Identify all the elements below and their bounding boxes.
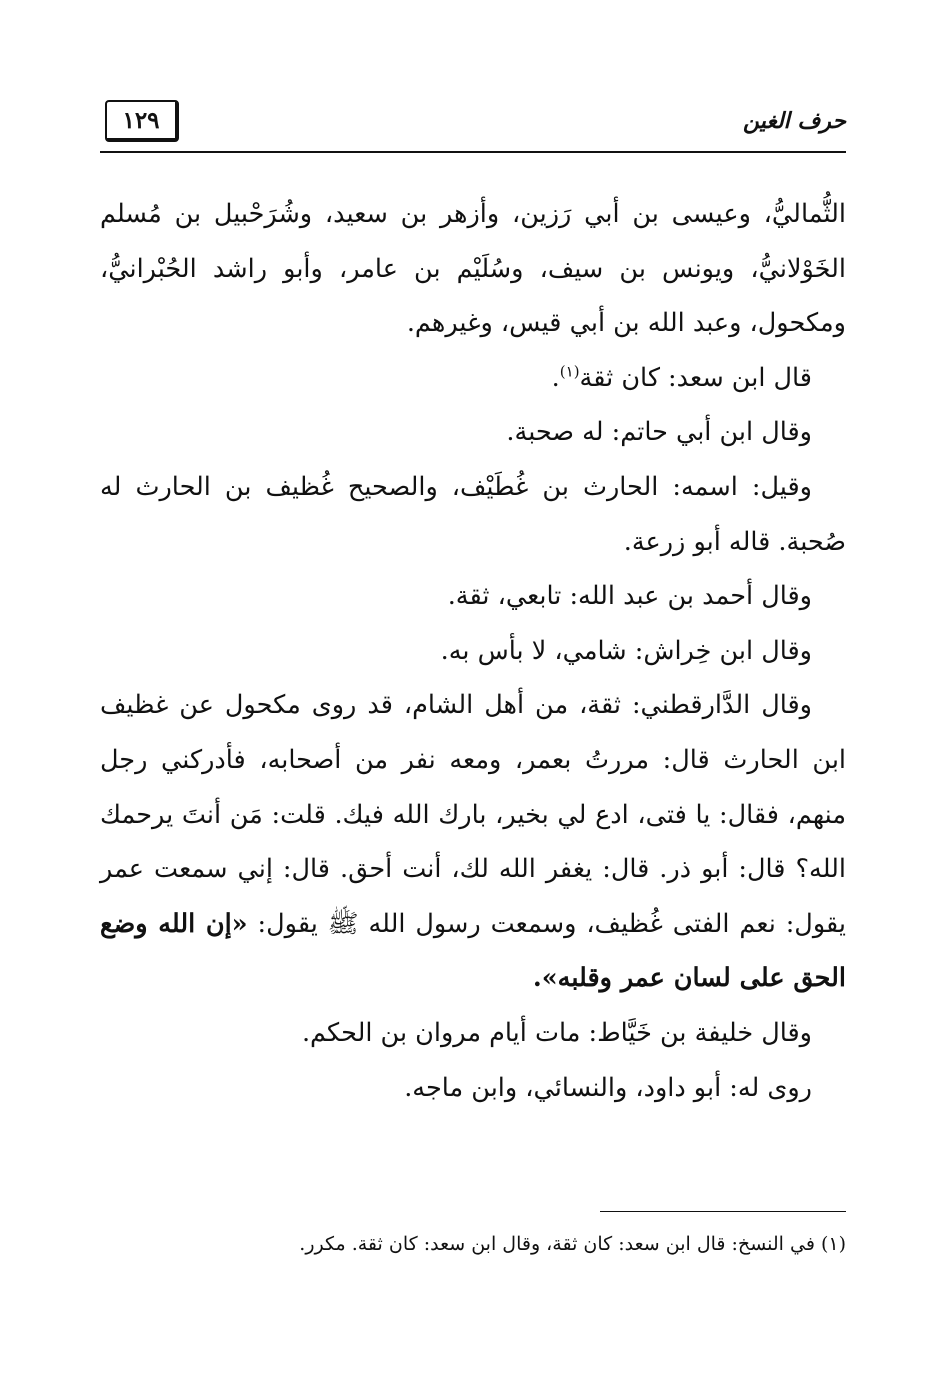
paragraph <box>100 678 846 1006</box>
paragraph: وقال خليفة بن خَيَّاط: مات أيام مروان بن الحكم. <box>301 1017 812 1048</box>
footnote-ref: (١) <box>559 362 580 381</box>
page-header <box>100 96 846 154</box>
footnote-rule <box>600 1211 846 1212</box>
paragraph <box>100 351 846 406</box>
running-head: حرف الغين <box>742 108 846 134</box>
paragraph: وقيل: اسمه: الحارث بن غُطَيْف، والصحيح غُظيف بن الحارث له صُحبة. قاله أبو زرعة. <box>100 471 846 557</box>
paragraph-text: وقال الدَّارقطني: ثقة، من أهل الشام، قد روى مكحول عن غظيف ابن الحارث قال: مررتُ بعمر، ومعه نفر من أصحابه، فأدركني رجل منهم، فقال: يا فتى، ادع لي بخير، بارك الله فيك. قلت: مَن أنتَ يرحمك الله؟ قال: أبو ذر. قال: يغفر الله لك، أنت أحق. قال: إني سمعت عمر يقول: نعم الفتى غُظيف، وسمعت رسول الله ﷺ يقول: <box>100 690 846 939</box>
paragraph: وقال ابن أبي حاتم: له صحبة. <box>506 417 812 448</box>
paragraph-end: . <box>551 362 560 393</box>
footnote: (١) في النسخ: قال ابن سعد: كان ثقة، وقال ابن سعد: كان ثقة. مكرر. <box>299 1233 846 1255</box>
paragraph: وقال أحمد بن عبد الله: تابعي، ثقة. <box>447 581 812 612</box>
header-rule <box>100 151 846 153</box>
paragraph: الثُّماليُّ، وعيسى بن أبي رَزين، وأزهر بن سعيد، وشُرَحْبيل بن مُسلم الخَوْلانيُّ، ويونس بن سيف، وسُلَيْم بن عامر، وأبو راشد الحُبْرانيُّ، ومكحول، وعبد الله بن أبي قيس، وغيرهم. <box>100 199 846 339</box>
main-text <box>100 187 846 1115</box>
paragraph: وقال ابن خِراش: شامي، لا بأس به. <box>440 635 812 666</box>
hadith-quote: «إن الله وضع الحق على لسان عمر وقلبه». <box>100 908 846 994</box>
page-number: ١٢٩ <box>105 100 179 142</box>
paragraph: روى له: أبو داود، والنسائي، وابن ماجه. <box>404 1072 812 1103</box>
paragraph-text: قال ابن سعد: كان ثقة <box>579 362 812 393</box>
